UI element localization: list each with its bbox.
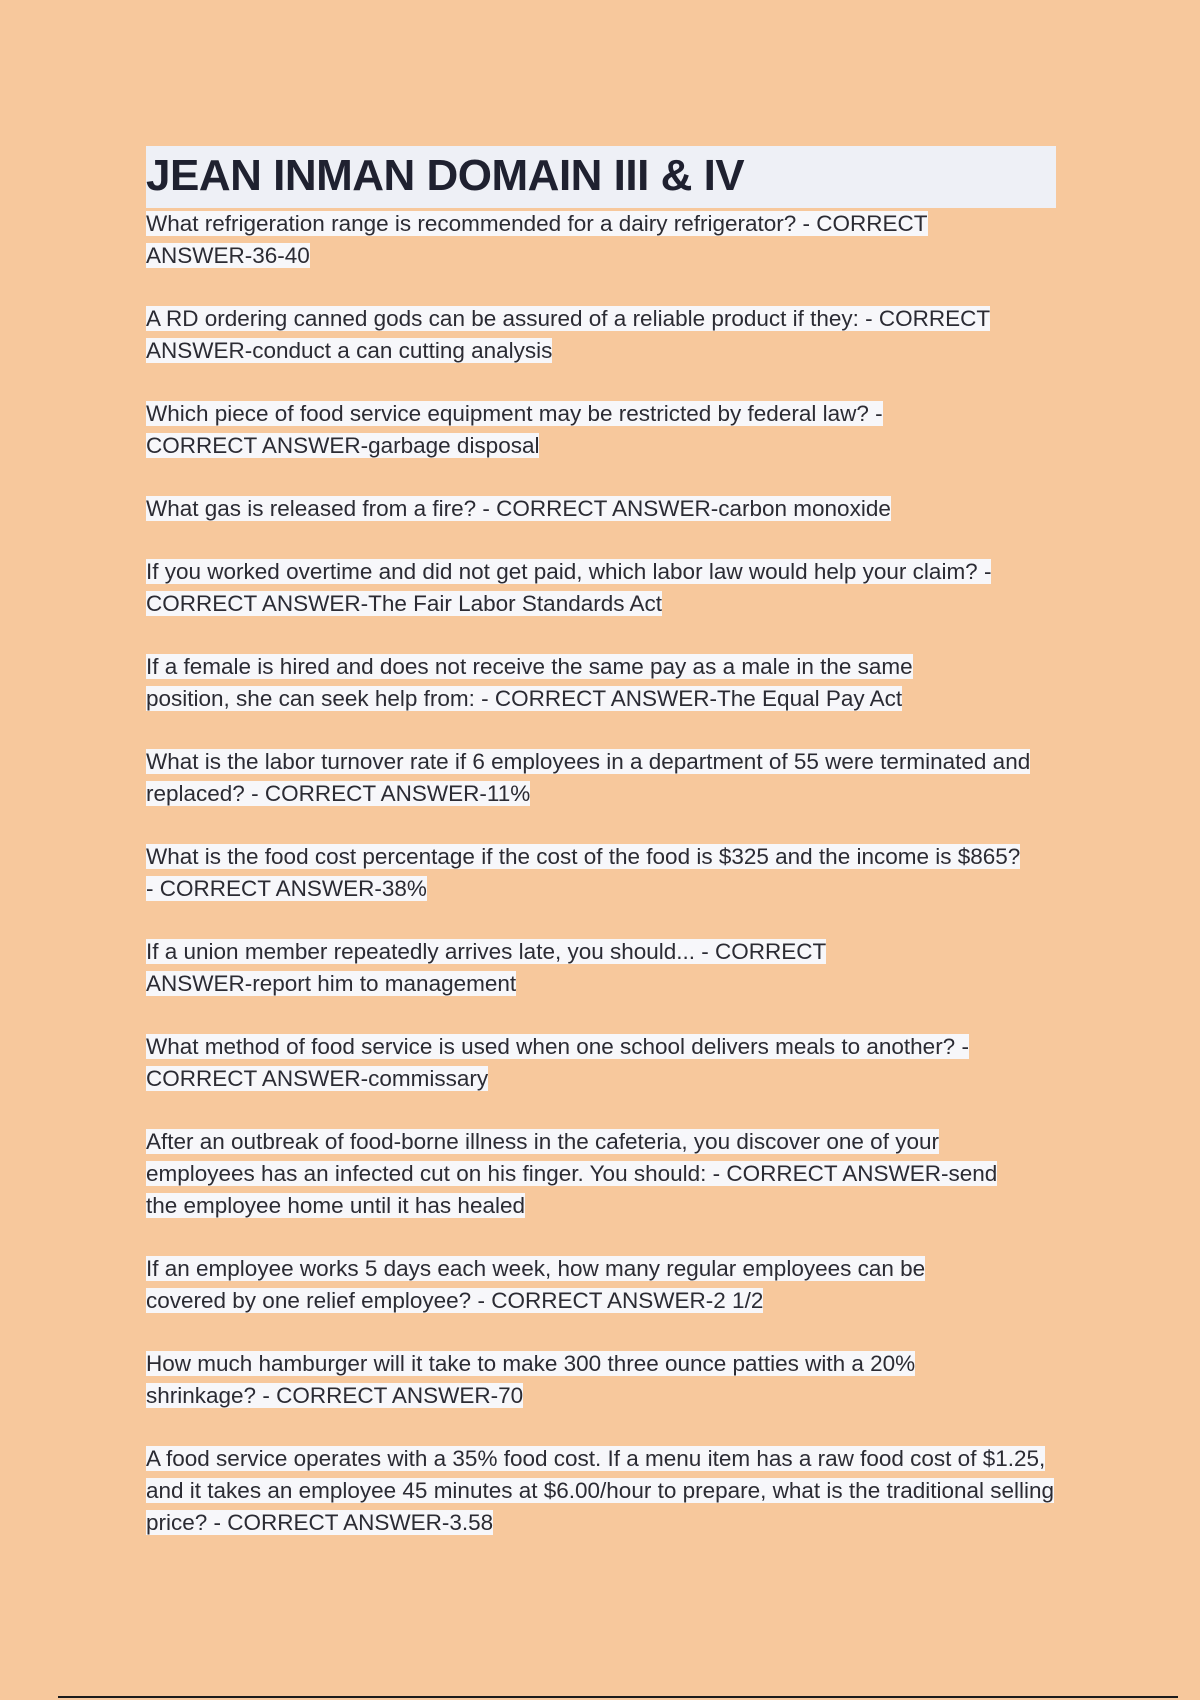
qa-text: What is the labor turnover rate if 6 employees in a department of 55 were terminated and replaced? - CORRECT ANSWER-11% [146,749,1031,806]
qa-item [146,841,1026,905]
qa-item [146,1253,996,1317]
qa-text: If a union member repeatedly arrives late, you should... - CORRECT ANSWER-report him to management [146,939,827,996]
qa-text: A RD ordering canned gods can be assured of a reliable product if they: - CORRECT ANSWER-conduct a can cutting analysis [146,306,991,363]
qa-text: Which piece of food service equipment may be restricted by federal law? - CORRECT ANSWER-garbage disposal [146,401,883,458]
qa-text: After an outbreak of food-borne illness in the cafeteria, you discover one of your employees has an infected cut on his finger. You should: - CORRECT ANSWER-send the employee home until it has healed [146,1129,998,1218]
qa-text: If a female is hired and does not receive the same pay as a male in the same position, she can seek help from: - CORRECT ANSWER-The Equal Pay Act [146,654,913,711]
document-page [146,146,1056,1570]
qa-item [146,1126,1026,1222]
qa-text: What refrigeration range is recommended for a dairy refrigerator? - CORRECT ANSWER-36-40 [146,211,928,268]
qa-text: How much hamburger will it take to make 300 three ounce patties with a 20% shrinkage? - CORRECT ANSWER-70 [146,1351,916,1408]
qa-item [146,746,1056,810]
qa-text: If you worked overtime and did not get paid, which labor law would help your claim? - CORRECT ANSWER-The Fair Labor Standards Act [146,559,992,616]
qa-item [146,1031,1046,1095]
document-title: JEAN INMAN DOMAIN III & IV [146,151,745,200]
qa-item [146,556,1056,620]
qa-item [146,1443,1056,1539]
qa-item [146,303,1056,367]
qa-item [146,651,976,715]
page-bottom-rule [58,1696,1178,1698]
qa-text: A food service operates with a 35% food cost. If a menu item has a raw food cost of $1.25, and it takes an employee 45 minutes at $6.00/hour to prepare, what is the traditional selling price? - CORRECT ANSWER-3.58 [146,1446,1055,1535]
qa-item [146,936,891,1000]
qa-text: If an employee works 5 days each week, how many regular employees can be covered by one relief employee? - CORRECT ANSWER-2 1/2 [146,1256,926,1313]
qa-text: What is the food cost percentage if the cost of the food is $325 and the income is $865? - CORRECT ANSWER-38% [146,844,1021,901]
qa-item [146,1348,996,1412]
qa-list [146,208,1056,1539]
title-highlight [146,146,1056,208]
qa-item [146,208,988,272]
qa-item [146,398,966,462]
qa-item [146,493,1056,525]
qa-text: What method of food service is used when one school delivers meals to another? - CORRECT ANSWER-commissary [146,1034,969,1091]
qa-text: What gas is released from a fire? - CORRECT ANSWER-carbon monoxide [146,496,891,521]
